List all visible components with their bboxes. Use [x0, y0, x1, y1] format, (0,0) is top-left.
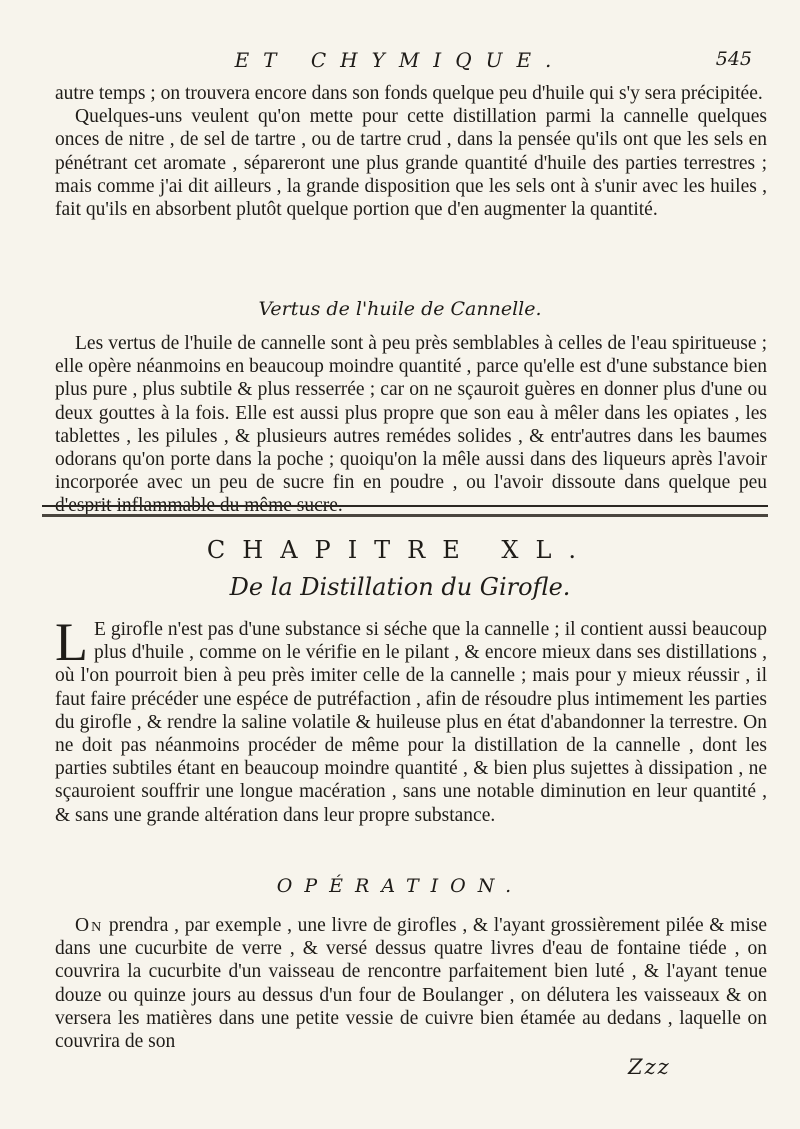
- chapter-subtitle: De la Distillation du Girofle.: [229, 573, 571, 601]
- chapter-body: [55, 612, 767, 827]
- paragraph-girofle: [55, 612, 767, 827]
- lead-word: On: [75, 915, 104, 936]
- paragraph-vertus: Les vertus de l'huile de cannelle sont à peu près semblables à celles de l'eau spiritueuse ; elle opère néanmoins en beaucoup moindre quantité , parce qu'elle est d'une substance bien plus pure , plus subtile & plus resserrée ; car on ne sçauroit guères en donner plus d'une ou deux gouttes à la fois. Elle est aussi plus propre que son eau à mêler dans les opiates , les tablettes , les pilules , & plusieurs autres remédes solides , & entr'autres dans les baumes odorans qu'on porte dans la poche ; quoiqu'on la mêle aussi dans des liqueurs après l'avoir incorporée avec un peu de sucre fin en poudre , ou l'avoir dissoute dans quelque peu d'esprit inflammable du même sucre.: [55, 333, 767, 517]
- chapter-title: CHAPITRE XL.: [206, 536, 594, 564]
- vertus-text: [55, 332, 767, 518]
- paragraph-nitre: Quelques-uns veulent qu'on mette pour cette distillation parmi la cannelle quelques onces de nitre , de sel de tartre , ou de tartre crud , dans la pensée qu'ils ont que les sels en pénétrant cet aromate , sépareront une plus grande quantité d'huile des parties terrestres ; mais comme j'ai dit ailleurs , la grande disposition que les sels ont à s'unir avec les huiles , fait qu'ils en absorbent plutôt quelque portion que d'en augmenter la quantité.: [55, 106, 767, 221]
- paragraph-girofle-text: E girofle n'est pas d'une substance si séche que la cannelle ; il contient aussi beaucoup plus d'huile , comme on le vérifie en le pilant , & encore mieux dans ses distillations , où l'on pourroit bien à peu près imiter celle de la cannelle ; mais pour y mieux réussir , il faut faire précéder une espéce de putréfaction , afin de résoudre plus intimement les parties du girofle , & rendre la saline volatile & huileuse plus en état d'abandonner la terrestre. On ne doit pas néanmoins procéder de même pour la distillation de la cannelle , dont les parties subtiles étant en beaucoup moindre quantité , & bien plus sujettes à dissipation , ne sçauroient souffrir une longue macération , sans une notable diminution en leur quantité , & sans une grande altération dans leur propre substance.: [55, 619, 767, 826]
- paragraph-operation: [55, 914, 767, 1053]
- operation-body: [55, 914, 767, 1053]
- paragraph-continued: autre temps ; on trouvera encore dans son fonds quelque peu d'huile qui s'y sera précipitée.: [55, 83, 763, 104]
- section-heading-vertus: Vertus de l'huile de Cannelle.: [258, 298, 542, 320]
- opening-text: [55, 82, 767, 221]
- ornamental-rule: [42, 505, 768, 517]
- signature-mark: Zzz: [628, 1055, 671, 1079]
- drop-cap: L: [55, 612, 88, 672]
- paragraph-operation-text: prendra , par exemple , une livre de girofles , & l'ayant grossièrement pilée & mise dans une cucurbite de verre , & versé dessus quatre livres d'eau de fontaine tiéde , on couvrira la cucurbite d'un vaisseau de rencontre parfaitement bien luté , & l'ayant tenue douze ou quinze jours au dessus d'un four de Boulanger , on délutera les vaisseaux & on versera les matières dans une petite vessie de cuivre bien étamée au dedans , laquelle on couvrira de son: [55, 915, 767, 1053]
- running-title: ET CHYMIQUE.: [234, 48, 566, 72]
- running-head: [0, 48, 800, 78]
- operation-heading: OPÉRATION.: [276, 875, 524, 897]
- page-number: 545: [715, 48, 752, 70]
